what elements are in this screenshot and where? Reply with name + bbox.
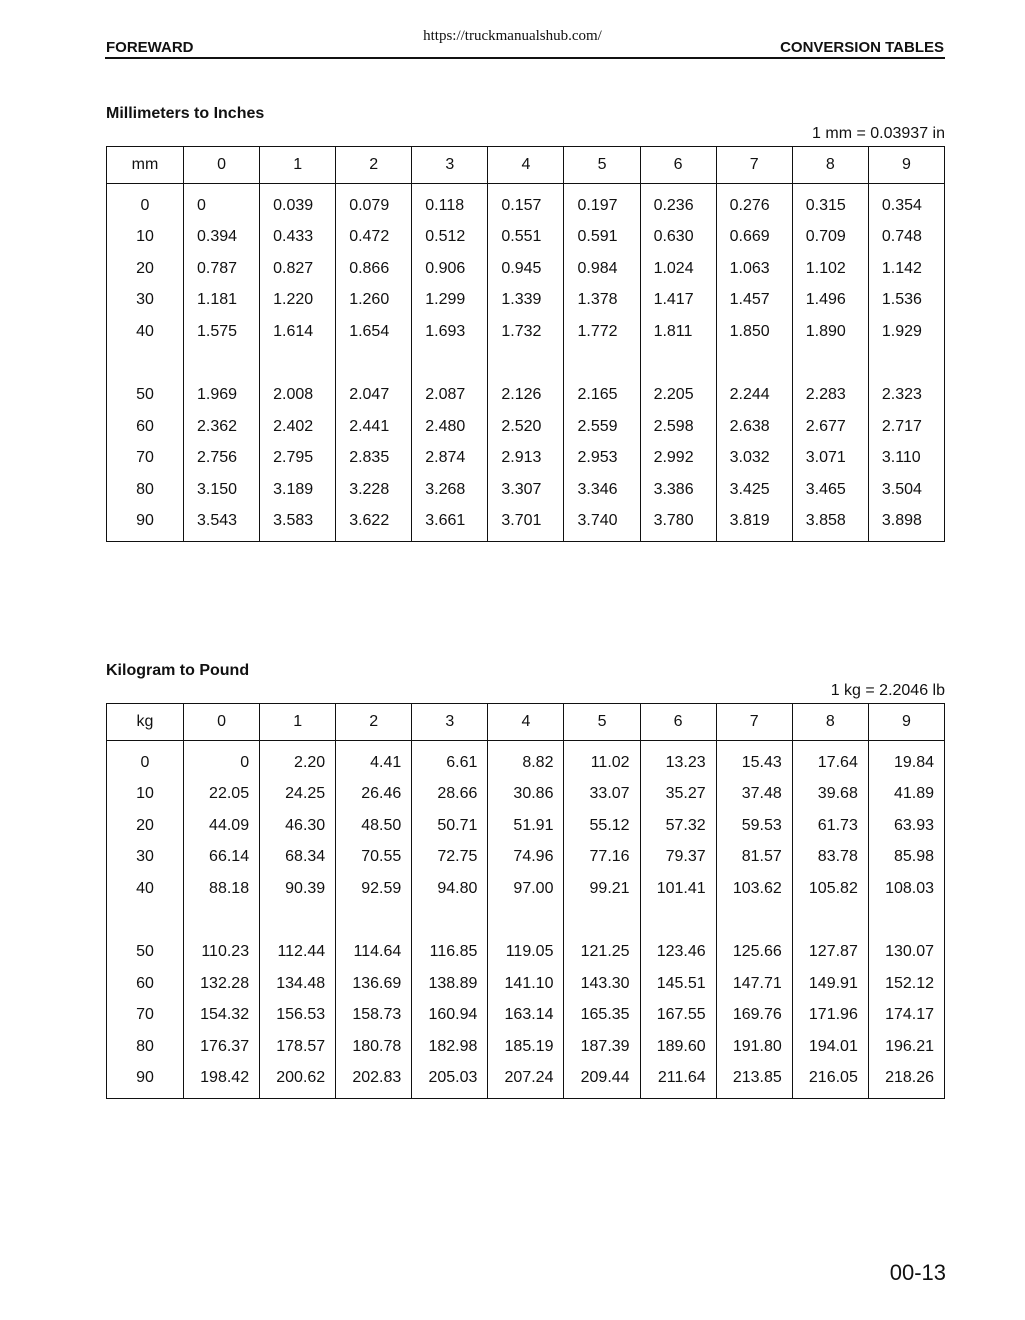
row-header-cell: 90 (107, 1063, 184, 1099)
header-rule (105, 57, 945, 59)
table-cell: 22.05 (184, 779, 260, 811)
page-number: 00-13 (889, 1260, 946, 1285)
column-header-cell: 2 (336, 147, 412, 184)
table-cell: 3.780 (640, 506, 716, 542)
row-header-cell: 20 (107, 253, 184, 285)
table-cell: 1.654 (336, 316, 412, 348)
table-row (107, 1031, 945, 1063)
table-cell: 3.543 (184, 506, 260, 542)
column-header-cell: 0 (184, 147, 260, 184)
table-cell: 178.57 (260, 1031, 336, 1063)
table-cell: 2.835 (336, 443, 412, 475)
table-cell: 207.24 (488, 1063, 564, 1099)
table-cell: 0.315 (792, 184, 868, 222)
column-header-cell: 6 (640, 147, 716, 184)
table-cell: 1.457 (716, 285, 792, 317)
table-cell: 46.30 (260, 810, 336, 842)
column-header-cell: 4 (488, 147, 564, 184)
row-header-cell: 80 (107, 1031, 184, 1063)
table-cell: 55.12 (564, 810, 640, 842)
table-cell: 0.394 (184, 222, 260, 254)
table-cell: 149.91 (792, 968, 868, 1000)
column-header-cell: 1 (260, 704, 336, 741)
row-header-cell: 10 (107, 222, 184, 254)
row-header-cell: 60 (107, 968, 184, 1000)
table-cell: 44.09 (184, 810, 260, 842)
table-cell: 0.787 (184, 253, 260, 285)
header-chapter-title: CONVERSION TABLES (780, 39, 944, 56)
table-cell: 3.583 (260, 506, 336, 542)
table-cell: 77.16 (564, 842, 640, 874)
table-cell: 160.94 (412, 1000, 488, 1032)
table-cell: 81.57 (716, 842, 792, 874)
column-header-cell: 3 (412, 147, 488, 184)
table-cell: 88.18 (184, 873, 260, 905)
table-cell: 136.69 (336, 968, 412, 1000)
table-cell: 143.30 (564, 968, 640, 1000)
table-row (107, 411, 945, 443)
table-cell: 48.50 (336, 810, 412, 842)
table-cell: 171.96 (792, 1000, 868, 1032)
table-cell: 2.874 (412, 443, 488, 475)
table-cell: 2.638 (716, 411, 792, 443)
table-cell: 94.80 (412, 873, 488, 905)
row-header-cell: 0 (107, 741, 184, 779)
table-cell: 205.03 (412, 1063, 488, 1099)
column-header-cell: 8 (792, 147, 868, 184)
table-cell: 79.37 (640, 842, 716, 874)
table-cell: 2.008 (260, 380, 336, 412)
column-header-cell: 0 (184, 704, 260, 741)
table-cell: 85.98 (868, 842, 944, 874)
table-row (107, 285, 945, 317)
table-cell: 123.46 (640, 937, 716, 969)
table-header-row (107, 147, 945, 184)
table-cell: 114.64 (336, 937, 412, 969)
column-header-cell: 9 (868, 147, 944, 184)
table-cell: 1.969 (184, 380, 260, 412)
table-cell: 169.76 (716, 1000, 792, 1032)
mm-to-in-title: Millimeters to Inches (106, 105, 265, 122)
table-cell: 3.071 (792, 443, 868, 475)
table-cell: 74.96 (488, 842, 564, 874)
table-cell: 180.78 (336, 1031, 412, 1063)
table-cell: 0.551 (488, 222, 564, 254)
table-cell: 121.25 (564, 937, 640, 969)
table-cell: 211.64 (640, 1063, 716, 1099)
table-cell: 1.850 (716, 316, 792, 348)
table-cell: 1.614 (260, 316, 336, 348)
table-cell: 3.898 (868, 506, 944, 542)
table-cell: 26.46 (336, 779, 412, 811)
table-cell: 108.03 (868, 873, 944, 905)
table-cell: 0.276 (716, 184, 792, 222)
table-row (107, 506, 945, 542)
table-cell: 2.244 (716, 380, 792, 412)
table-cell: 0.827 (260, 253, 336, 285)
table-cell: 3.110 (868, 443, 944, 475)
column-header-cell: 6 (640, 704, 716, 741)
table-cell: 189.60 (640, 1031, 716, 1063)
table-cell: 1.496 (792, 285, 868, 317)
table-cell: 1.890 (792, 316, 868, 348)
table-cell: 216.05 (792, 1063, 868, 1099)
table-cell: 2.402 (260, 411, 336, 443)
table-cell: 145.51 (640, 968, 716, 1000)
table-cell: 4.41 (336, 741, 412, 779)
row-header-cell: 70 (107, 443, 184, 475)
table-cell: 66.14 (184, 842, 260, 874)
table-cell: 2.047 (336, 380, 412, 412)
table-cell: 182.98 (412, 1031, 488, 1063)
table-cell: 0.157 (488, 184, 564, 222)
table-cell: 0.945 (488, 253, 564, 285)
table-cell: 0.079 (336, 184, 412, 222)
table-cell: 0.748 (868, 222, 944, 254)
table-cell: 3.150 (184, 474, 260, 506)
kg-to-lb-table (106, 703, 945, 1099)
table-cell: 2.480 (412, 411, 488, 443)
table-cell: 0.866 (336, 253, 412, 285)
column-header-cell: 5 (564, 704, 640, 741)
table-cell: 97.00 (488, 873, 564, 905)
table-cell: 202.83 (336, 1063, 412, 1099)
mm-to-in-factor: 1 mm = 0.03937 in (812, 125, 945, 142)
table-cell: 1.693 (412, 316, 488, 348)
table-cell: 1.142 (868, 253, 944, 285)
table-cell: 1.378 (564, 285, 640, 317)
table-cell: 2.756 (184, 443, 260, 475)
mm-to-in-table (106, 146, 945, 542)
table-cell: 187.39 (564, 1031, 640, 1063)
table-cell: 8.82 (488, 741, 564, 779)
table-cell: 3.819 (716, 506, 792, 542)
table-cell: 2.205 (640, 380, 716, 412)
table-cell: 103.62 (716, 873, 792, 905)
table-cell: 61.73 (792, 810, 868, 842)
table-cell: 125.66 (716, 937, 792, 969)
table-row (107, 1063, 945, 1099)
row-group-gap (107, 905, 945, 937)
table-cell: 0.039 (260, 184, 336, 222)
table-cell: 156.53 (260, 1000, 336, 1032)
corner-header-cell: kg (107, 704, 184, 741)
column-header-cell: 3 (412, 704, 488, 741)
table-row (107, 873, 945, 905)
table-cell: 1.024 (640, 253, 716, 285)
table-cell: 99.21 (564, 873, 640, 905)
row-header-cell: 50 (107, 380, 184, 412)
table-cell: 92.59 (336, 873, 412, 905)
table-cell: 1.417 (640, 285, 716, 317)
table-row (107, 253, 945, 285)
table-cell: 3.386 (640, 474, 716, 506)
table-cell: 1.536 (868, 285, 944, 317)
row-header-cell: 10 (107, 779, 184, 811)
table-row (107, 316, 945, 348)
table-cell: 28.66 (412, 779, 488, 811)
table-cell: 127.87 (792, 937, 868, 969)
table-cell: 2.283 (792, 380, 868, 412)
table-cell: 0.669 (716, 222, 792, 254)
table-cell: 134.48 (260, 968, 336, 1000)
table-cell: 51.91 (488, 810, 564, 842)
column-header-cell: 2 (336, 704, 412, 741)
table-cell: 0.512 (412, 222, 488, 254)
table-row (107, 184, 945, 222)
table-cell: 101.41 (640, 873, 716, 905)
table-cell: 165.35 (564, 1000, 640, 1032)
table-cell: 158.73 (336, 1000, 412, 1032)
table-row (107, 968, 945, 1000)
table-cell: 147.71 (716, 968, 792, 1000)
table-row (107, 779, 945, 811)
table-cell: 200.62 (260, 1063, 336, 1099)
table-cell: 17.64 (792, 741, 868, 779)
table-row (107, 842, 945, 874)
table-row (107, 810, 945, 842)
table-cell: 2.953 (564, 443, 640, 475)
table-cell: 1.299 (412, 285, 488, 317)
table-cell: 33.07 (564, 779, 640, 811)
table-cell: 213.85 (716, 1063, 792, 1099)
table-cell: 0.472 (336, 222, 412, 254)
table-cell: 176.37 (184, 1031, 260, 1063)
table-cell: 167.55 (640, 1000, 716, 1032)
table-cell: 57.32 (640, 810, 716, 842)
table-cell: 3.425 (716, 474, 792, 506)
table-cell: 116.85 (412, 937, 488, 969)
table-cell: 2.913 (488, 443, 564, 475)
table-cell: 2.362 (184, 411, 260, 443)
table-cell: 105.82 (792, 873, 868, 905)
column-header-cell: 1 (260, 147, 336, 184)
table-cell: 24.25 (260, 779, 336, 811)
table-cell: 2.520 (488, 411, 564, 443)
row-header-cell: 90 (107, 506, 184, 542)
table-cell: 3.268 (412, 474, 488, 506)
table-cell: 19.84 (868, 741, 944, 779)
row-group-gap (107, 348, 945, 380)
table-cell: 130.07 (868, 937, 944, 969)
table-cell: 194.01 (792, 1031, 868, 1063)
table-cell: 70.55 (336, 842, 412, 874)
table-cell: 218.26 (868, 1063, 944, 1099)
table-cell: 39.68 (792, 779, 868, 811)
table-cell: 90.39 (260, 873, 336, 905)
table-cell: 2.441 (336, 411, 412, 443)
table-cell: 0.709 (792, 222, 868, 254)
table-cell: 1.772 (564, 316, 640, 348)
table-cell: 35.27 (640, 779, 716, 811)
table-cell: 1.929 (868, 316, 944, 348)
table-cell: 1.220 (260, 285, 336, 317)
table-cell: 15.43 (716, 741, 792, 779)
table-cell: 1.260 (336, 285, 412, 317)
table-cell: 152.12 (868, 968, 944, 1000)
table-cell: 119.05 (488, 937, 564, 969)
table-cell: 1.575 (184, 316, 260, 348)
table-row (107, 741, 945, 779)
table-cell: 72.75 (412, 842, 488, 874)
column-header-cell: 9 (868, 704, 944, 741)
table-cell: 191.80 (716, 1031, 792, 1063)
table-cell: 1.181 (184, 285, 260, 317)
table-cell: 132.28 (184, 968, 260, 1000)
row-header-cell: 60 (107, 411, 184, 443)
row-header-cell: 30 (107, 842, 184, 874)
table-cell: 174.17 (868, 1000, 944, 1032)
row-header-cell: 20 (107, 810, 184, 842)
table-cell: 0.591 (564, 222, 640, 254)
table-cell: 1.732 (488, 316, 564, 348)
table-cell: 0 (184, 741, 260, 779)
table-cell: 37.48 (716, 779, 792, 811)
table-cell: 1.063 (716, 253, 792, 285)
table-cell: 2.992 (640, 443, 716, 475)
table-cell: 3.032 (716, 443, 792, 475)
table-cell: 2.559 (564, 411, 640, 443)
table-cell: 6.61 (412, 741, 488, 779)
row-header-cell: 70 (107, 1000, 184, 1032)
row-header-cell: 80 (107, 474, 184, 506)
table-cell: 2.087 (412, 380, 488, 412)
table-cell: 0.630 (640, 222, 716, 254)
table-cell: 3.189 (260, 474, 336, 506)
table-cell: 2.165 (564, 380, 640, 412)
table-cell: 0.984 (564, 253, 640, 285)
table-cell: 50.71 (412, 810, 488, 842)
table-cell: 3.504 (868, 474, 944, 506)
table-cell: 68.34 (260, 842, 336, 874)
table-cell: 0.118 (412, 184, 488, 222)
table-cell: 198.42 (184, 1063, 260, 1099)
table-cell: 1.102 (792, 253, 868, 285)
table-row (107, 443, 945, 475)
table-cell: 1.339 (488, 285, 564, 317)
table-cell: 1.811 (640, 316, 716, 348)
table-header-row (107, 704, 945, 741)
table-row (107, 474, 945, 506)
table-row (107, 222, 945, 254)
table-cell: 3.622 (336, 506, 412, 542)
table-cell: 2.795 (260, 443, 336, 475)
table-cell: 3.307 (488, 474, 564, 506)
table-cell: 154.32 (184, 1000, 260, 1032)
table-cell: 30.86 (488, 779, 564, 811)
table-cell: 3.661 (412, 506, 488, 542)
table-row (107, 380, 945, 412)
table-cell: 13.23 (640, 741, 716, 779)
table-cell: 3.465 (792, 474, 868, 506)
table-cell: 11.02 (564, 741, 640, 779)
corner-header-cell: mm (107, 147, 184, 184)
kg-to-lb-factor: 1 kg = 2.2046 lb (830, 682, 945, 699)
table-cell: 0.906 (412, 253, 488, 285)
table-cell: 163.14 (488, 1000, 564, 1032)
table-cell: 3.701 (488, 506, 564, 542)
table-row (107, 937, 945, 969)
table-cell: 63.93 (868, 810, 944, 842)
table-cell: 2.323 (868, 380, 944, 412)
row-header-cell: 40 (107, 873, 184, 905)
table-cell: 59.53 (716, 810, 792, 842)
table-cell: 3.228 (336, 474, 412, 506)
table-cell: 112.44 (260, 937, 336, 969)
table-cell: 141.10 (488, 968, 564, 1000)
header-section-title: FOREWARD (106, 39, 194, 56)
table-cell: 2.677 (792, 411, 868, 443)
watermark-url: https://truckmanualshub.com/ (423, 28, 602, 44)
table-cell: 185.19 (488, 1031, 564, 1063)
table-cell: 2.20 (260, 741, 336, 779)
table-cell: 209.44 (564, 1063, 640, 1099)
table-cell: 0.236 (640, 184, 716, 222)
table-cell: 3.740 (564, 506, 640, 542)
row-header-cell: 0 (107, 184, 184, 222)
column-header-cell: 7 (716, 704, 792, 741)
column-header-cell: 7 (716, 147, 792, 184)
table-cell: 0.354 (868, 184, 944, 222)
table-cell: 138.89 (412, 968, 488, 1000)
table-cell: 3.346 (564, 474, 640, 506)
table-cell: 0.433 (260, 222, 336, 254)
table-cell: 3.858 (792, 506, 868, 542)
column-header-cell: 8 (792, 704, 868, 741)
table-cell: 0 (184, 184, 260, 222)
row-header-cell: 30 (107, 285, 184, 317)
column-header-cell: 5 (564, 147, 640, 184)
table-row (107, 1000, 945, 1032)
row-header-cell: 50 (107, 937, 184, 969)
table-cell: 83.78 (792, 842, 868, 874)
table-cell: 196.21 (868, 1031, 944, 1063)
table-cell: 41.89 (868, 779, 944, 811)
table-cell: 110.23 (184, 937, 260, 969)
column-header-cell: 4 (488, 704, 564, 741)
table-cell: 2.126 (488, 380, 564, 412)
table-cell: 0.197 (564, 184, 640, 222)
row-header-cell: 40 (107, 316, 184, 348)
table-cell: 2.598 (640, 411, 716, 443)
kg-to-lb-title: Kilogram to Pound (106, 662, 250, 679)
table-cell: 2.717 (868, 411, 944, 443)
